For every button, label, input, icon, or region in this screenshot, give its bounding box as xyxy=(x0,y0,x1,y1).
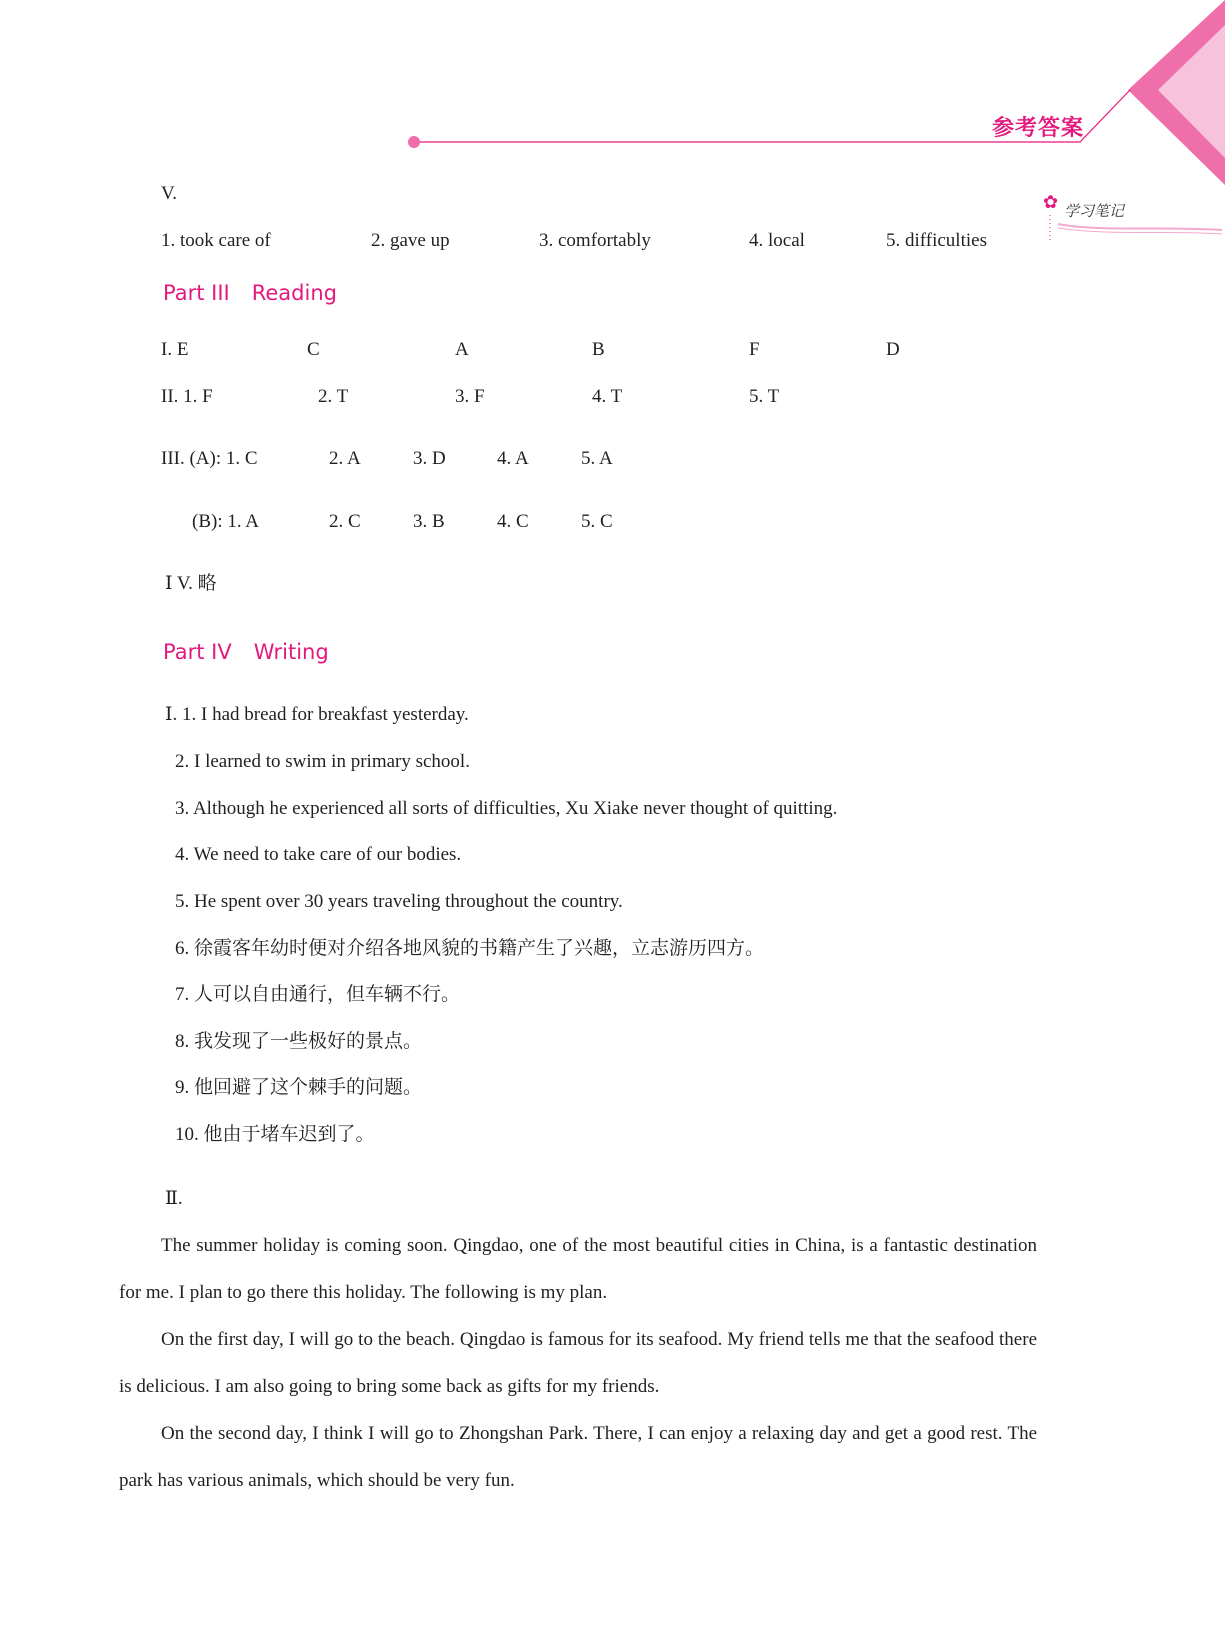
translation-item: 2. I learned to swim in primary school. xyxy=(175,751,470,772)
part4-name: Writing xyxy=(253,640,329,664)
answer-item: B xyxy=(592,339,605,360)
essay-paragraph: On the first day, I will go to the beach. Qingdao is famous for its seafood. My friend tells me that the seafood there is delicious. I am also going to bring some back as gifts for my friends. xyxy=(119,1329,1037,1397)
translation-item: Ⅰ. 1. I had bread for breakfast yesterday. xyxy=(165,704,469,725)
flower-icon: ✿ xyxy=(1043,192,1059,212)
q3a-label: III. (A): 1. C xyxy=(161,448,258,469)
notes-label: 学习笔记 xyxy=(1064,202,1125,220)
translation-item: 9. 他回避了这个棘手的问题。 xyxy=(175,1077,423,1098)
answer-item: 5. C xyxy=(581,511,613,532)
q2-label: II. 1. F xyxy=(161,386,213,407)
translation-item: 7. 人可以自由通行，但车辆不行。 xyxy=(175,984,461,1005)
answer-item: D xyxy=(886,339,900,360)
answer-item: 3. comfortably xyxy=(539,230,651,251)
translation-item: 10. 他由于堵车迟到了。 xyxy=(175,1124,375,1145)
translation-item: 8. 我发现了一些极好的景点。 xyxy=(175,1031,423,1052)
q1-label: I. E xyxy=(161,339,189,360)
answer-item: 5. difficulties xyxy=(886,230,987,251)
notes-swash xyxy=(1058,224,1222,230)
part4-heading xyxy=(163,640,329,664)
answer-item: 5. T xyxy=(749,386,780,407)
answer-item: 4. local xyxy=(749,230,805,251)
part3-number: Part III xyxy=(163,281,230,305)
translation-item: 4. We need to take care of our bodies. xyxy=(175,844,462,865)
part4-number: Part IV xyxy=(163,640,232,664)
answer-item: 1. took care of xyxy=(161,230,271,251)
header-title: 参考答案 xyxy=(992,115,1085,141)
answer-item: 2. T xyxy=(318,386,349,407)
answer-item: 5. A xyxy=(581,448,613,469)
essay-paragraph: The summer holiday is coming soon. Qingdao, one of the most beautiful cities in China, is a fantastic destination for me. I plan to go there this holiday. The following is my plan. xyxy=(119,1235,1037,1303)
section-v-heading: V. xyxy=(161,183,178,204)
essay-heading: Ⅱ. xyxy=(165,1188,183,1209)
answer-item: C xyxy=(307,339,320,360)
translation-item: 5. He spent over 30 years traveling throughout the country. xyxy=(175,891,623,912)
part3-heading xyxy=(163,281,337,305)
answer-item: F xyxy=(749,339,760,360)
answer-item: 2. A xyxy=(329,448,361,469)
part3-name: Reading xyxy=(251,281,337,305)
answer-item: A xyxy=(455,339,469,360)
q3b-label: (B): 1. A xyxy=(192,511,260,532)
answer-item: 4. T xyxy=(592,386,623,407)
header-rule-dot xyxy=(408,136,420,148)
translation-item: 6. 徐霞客年幼时便对介绍各地风貌的书籍产生了兴趣，立志游历四方。 xyxy=(175,938,765,959)
answer-item: 3. D xyxy=(413,448,446,469)
answer-item: 4. A xyxy=(497,448,529,469)
answer-item: 2. C xyxy=(329,511,361,532)
translation-item: 3. Although he experienced all sorts of difficulties, Xu Xiake never thought of quitting. xyxy=(175,798,838,819)
q4-line: Ⅰ V. 略 xyxy=(165,573,217,594)
answer-item: 3. B xyxy=(413,511,445,532)
answer-item: 2. gave up xyxy=(371,230,450,251)
answer-item: 3. F xyxy=(455,386,485,407)
answer-item: 4. C xyxy=(497,511,529,532)
essay-paragraph: On the second day, I think I will go to Zhongshan Park. There, I can enjoy a relaxing day and get a good rest. The park has various animals, which should be very fun. xyxy=(119,1423,1037,1491)
